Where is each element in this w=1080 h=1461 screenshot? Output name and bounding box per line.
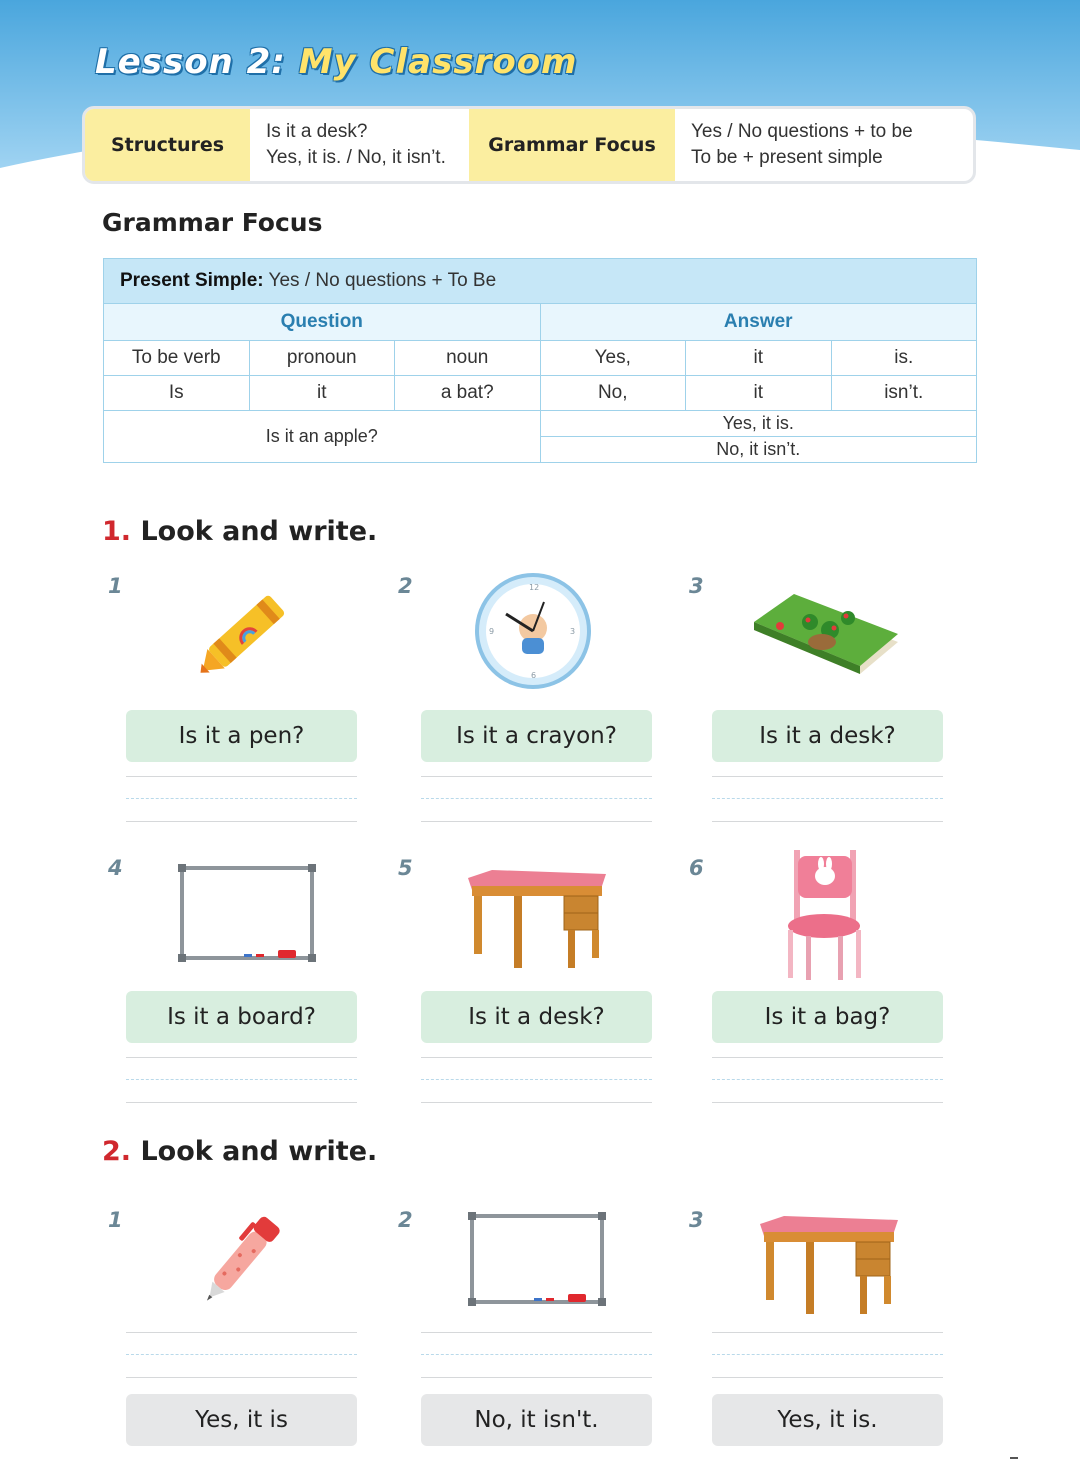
answer-box: No, it isn't. [421,1394,652,1446]
item-number: 1 [108,1208,123,1232]
table-cell: To be verb [104,341,250,376]
answer-header: Answer [540,304,977,341]
lesson-name: My Classroom [298,42,578,82]
structures-line-2: Yes, it is. / No, it isn’t. [266,147,446,168]
table-caption-rest: Yes / No questions + To Be [268,270,497,291]
svg-text:6: 6 [531,671,537,680]
exercise-2-label: Look and write. [140,1136,378,1167]
writing-lines[interactable] [126,1332,357,1379]
writing-lines[interactable] [712,1057,943,1104]
table-caption-bold: Present Simple: [120,270,264,291]
grammar-focus-value [675,109,973,181]
table-cell: Is [104,376,250,411]
table-caption [104,259,977,304]
question-box: Is it a board? [126,991,357,1043]
table-cell: it [686,376,832,411]
question-box: Is it a desk? [712,710,943,762]
table-cell: No, [540,376,686,411]
item-number: 6 [689,856,704,880]
exercise-2-title [102,1136,377,1167]
pen-icon [186,1204,296,1316]
exercise-1-number: 1. [102,516,132,547]
grammar-line-2: To be + present simple [691,147,883,168]
example-answer-no: No, it isn’t. [540,437,977,463]
page-mark [1010,1457,1018,1459]
chair-icon [778,846,872,982]
writing-lines[interactable] [421,1332,652,1379]
item-number: 2 [398,574,413,598]
table-cell: isn’t. [831,376,977,411]
example-question: Is it an apple? [104,411,541,463]
lesson-title [95,42,577,82]
table-row [104,376,977,411]
table-cell: Yes, [540,341,686,376]
svg-text:12: 12 [529,583,540,592]
book-icon [750,582,902,678]
info-bar [82,106,976,184]
example-answer-yes: Yes, it is. [540,411,977,437]
grammar-focus-label: Grammar Focus [469,109,675,181]
desk-icon [464,868,608,972]
whiteboard-icon [178,864,316,964]
writing-lines[interactable] [712,776,943,823]
whiteboard-icon [468,1212,606,1308]
svg-text:3: 3 [570,627,576,636]
item-number: 3 [689,574,704,598]
crayon-icon [185,580,305,688]
question-box: Is it a desk? [421,991,652,1043]
exercise-1-title [102,516,377,547]
table-cell: pronoun [249,341,395,376]
item-number: 5 [398,856,413,880]
question-box: Is it a pen? [126,710,357,762]
item-number: 4 [108,856,123,880]
structures-label: Structures [85,109,250,181]
table-cell: it [686,341,832,376]
answer-box: Yes, it is. [712,1394,943,1446]
structures-value [250,109,469,181]
writing-lines[interactable] [126,1057,357,1104]
writing-lines[interactable] [712,1332,943,1379]
table-row [104,341,977,376]
table-cell: a bat? [395,376,541,411]
item-number: 3 [689,1208,704,1232]
desk-icon [756,1214,900,1318]
table-cell: it [249,376,395,411]
table-cell: is. [831,341,977,376]
item-number: 2 [398,1208,413,1232]
exercise-1-label: Look and write. [140,516,378,547]
table-row [104,411,977,437]
grammar-table [103,258,977,463]
question-box: Is it a bag? [712,991,943,1043]
writing-lines[interactable] [421,776,652,823]
clock-icon [474,572,592,690]
answer-box: Yes, it is [126,1394,357,1446]
question-header: Question [104,304,541,341]
table-cell: noun [395,341,541,376]
grammar-focus-heading: Grammar Focus [102,208,323,237]
svg-text:9: 9 [489,627,495,636]
grammar-line-1: Yes / No questions + to be [691,121,913,142]
writing-lines[interactable] [421,1057,652,1104]
exercise-2-number: 2. [102,1136,132,1167]
lesson-label: Lesson 2: [95,42,286,82]
question-box: Is it a crayon? [421,710,652,762]
structures-line-1: Is it a desk? [266,121,368,142]
writing-lines[interactable] [126,776,357,823]
item-number: 1 [108,574,123,598]
